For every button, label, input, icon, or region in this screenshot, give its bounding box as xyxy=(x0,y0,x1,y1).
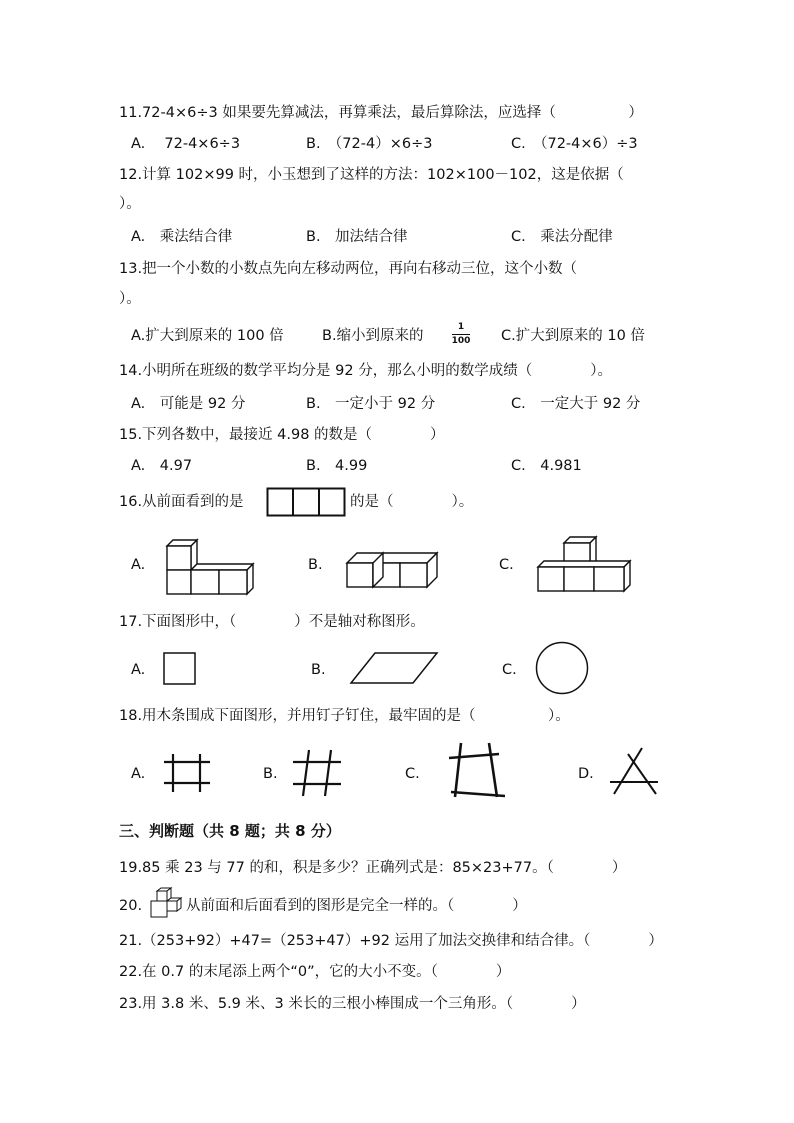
rectangle-frame-figure[interactable] xyxy=(162,753,212,793)
square-shape[interactable] xyxy=(163,652,197,686)
cube-stack-icon xyxy=(149,887,183,919)
q15-option-b[interactable]: B. 4.99 xyxy=(306,458,368,474)
q22-text: 22.在 0.7 的末尾添上两个“0”，它的大小不变。（ ） xyxy=(119,964,511,980)
trapezoid-frame-figure[interactable] xyxy=(447,741,507,799)
triangle-frame-figure[interactable] xyxy=(608,746,660,796)
q16-option-a[interactable]: A. xyxy=(131,557,146,573)
fraction-denominator: 100 xyxy=(451,336,471,346)
q16-text-before: 16.从前面看到的是 xyxy=(119,494,244,510)
q21-text: 21.（253+92）+47=（253+47）+92 运用了加法交换律和结合律。（ ） xyxy=(119,933,663,949)
q19-text: 19.85 乘 23 与 77 的和，积是多少？正确列式是：85×23+77。（ ） xyxy=(119,860,627,876)
front-view-three-squares xyxy=(266,487,346,517)
circle-shape[interactable] xyxy=(535,641,589,695)
q14-text: 14.小明所在班级的数学平均分是 92 分，那么小明的数学成绩（ ）。 xyxy=(119,363,612,379)
q15-option-c[interactable]: C. 4.981 xyxy=(511,458,582,474)
q16-cube-figure-a[interactable] xyxy=(163,538,259,596)
q13-option-a[interactable]: A.扩大到原来的 100 倍 xyxy=(131,328,284,344)
q13-option-c[interactable]: C.扩大到原来的 10 倍 xyxy=(501,328,645,344)
q12-option-b[interactable]: B. 加法结合律 xyxy=(306,229,408,245)
q17-option-c[interactable]: C. xyxy=(502,662,517,678)
q13-option-b[interactable]: B.缩小到原来的 xyxy=(322,328,424,344)
q18-option-d[interactable]: D. xyxy=(578,766,594,782)
q17-option-b[interactable]: B. xyxy=(311,662,326,678)
q23-text: 23.用 3.8 米、5.9 米、3 米长的三根小棒围成一个三角形。（ ） xyxy=(119,996,586,1012)
q11-option-c[interactable]: C. （72-4×6）÷3 xyxy=(511,136,638,152)
q11-option-b[interactable]: B. （72-4）×6÷3 xyxy=(306,136,433,152)
q18-option-c[interactable]: C. xyxy=(405,766,420,782)
q18-option-a[interactable]: A. xyxy=(131,766,146,782)
q18-text: 18.用木条围成下面图形，并用钉子钉住，最牢固的是（ ）。 xyxy=(119,708,570,724)
q17-option-a[interactable]: A. xyxy=(131,662,146,678)
q16-text-after: 的是（ ）。 xyxy=(350,494,474,510)
q14-option-a[interactable]: A. 可能是 92 分 xyxy=(131,396,246,412)
q13-text: 13.把一个小数的小数点先向左移动两位，再向右移动三位，这个小数（ xyxy=(119,261,578,277)
parallelogram-frame-figure[interactable] xyxy=(291,748,343,798)
q11-text: 11.72-4×6÷3 如果要先算减法，再算乘法，最后算除法，应选择（ ） xyxy=(119,105,643,121)
q20-number: 20. xyxy=(119,898,143,914)
q12-text: 12.计算 102×99 时，小玉想到了这样的方法：102×100－102，这是依据（ xyxy=(119,167,624,183)
q14-option-b[interactable]: B. 一定小于 92 分 xyxy=(306,396,436,412)
q12-option-c[interactable]: C. 乘法分配律 xyxy=(511,229,613,245)
q12-option-a[interactable]: A. 乘法结合律 xyxy=(131,229,233,245)
q16-cube-figure-c[interactable] xyxy=(534,533,634,595)
q20-text: 从前面和后面看到的图形是完全一样的。（ ） xyxy=(186,898,527,914)
q15-text: 15.下列各数中，最接近 4.98 的数是（ ） xyxy=(119,427,445,443)
q18-option-b[interactable]: B. xyxy=(263,766,278,782)
q17-text: 17.下面图形中，（ ）不是轴对称图形。 xyxy=(119,614,425,630)
q16-cube-figure-b[interactable] xyxy=(343,543,443,589)
parallelogram-shape[interactable] xyxy=(349,651,439,685)
q13-fraction xyxy=(448,322,474,347)
q16-option-b[interactable]: B. xyxy=(308,557,323,573)
q14-option-c[interactable]: C. 一定大于 92 分 xyxy=(511,396,641,412)
q15-option-a[interactable]: A. 4.97 xyxy=(131,458,193,474)
q16-option-c[interactable]: C. xyxy=(499,557,514,573)
q11-option-a[interactable]: A. 72-4×6÷3 xyxy=(131,136,241,152)
section-title-judgement: 三、判断题（共 8 题；共 8 分） xyxy=(119,822,341,840)
q12-text-cont: ）。 xyxy=(119,196,141,212)
q13-text-cont: ）。 xyxy=(119,291,141,307)
fraction-numerator: 1 xyxy=(457,322,465,332)
